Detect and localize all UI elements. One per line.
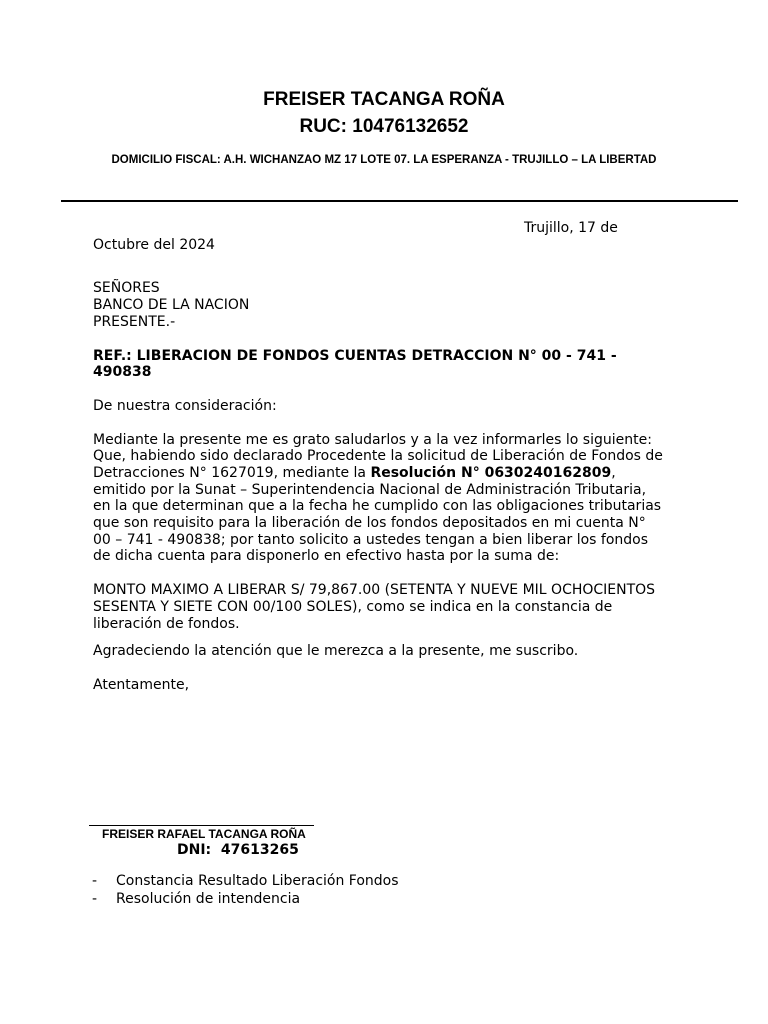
amount-line: MONTO MAXIMO A LIBERAR S/ 79,867.00 (SETENTA Y NUEVE MIL OCHOCIENTOS (93, 582, 656, 598)
header-divider (61, 200, 738, 202)
attachment-label: Constancia Resultado Liberación Fondos (116, 873, 399, 889)
recipient-line: PRESENTE.- (93, 314, 176, 330)
body-line: 00 – 741 - 490838; por tanto solicito a ustedes tengan a bien liberar los fondos (93, 532, 649, 548)
body-text: , (611, 465, 616, 481)
closing: Atentamente, (93, 677, 190, 693)
bullet: - (92, 891, 98, 907)
body-line: en la que determinan que a la fecha he cumplido con las obligaciones tributarias (93, 498, 662, 514)
signer-name: FREISER RAFAEL TACANGA ROÑA (102, 827, 306, 841)
thanks-line: Agradeciendo la atención que le merezca a la presente, me suscribo. (93, 643, 579, 659)
body-line: Que, habiendo sido declarado Procedente la solicitud de Liberación de Fondos de (93, 448, 663, 464)
body-line: que son requisito para la liberación de los fondos depositados en mi cuenta N° (93, 515, 646, 531)
amount-line: SESENTA Y SIETE CON 00/100 SOLES), como se indica en la constancia de (93, 599, 613, 615)
recipient-line: SEÑORES (93, 280, 160, 296)
greeting: De nuestra consideración: (93, 398, 277, 414)
date-line-2: Octubre del 2024 (93, 237, 215, 253)
attachment-label: Resolución de intendencia (116, 891, 301, 907)
attachment-item (92, 891, 300, 907)
reference-line: REF.: LIBERACION DE FONDOS CUENTAS DETRACCION N° 00 - 741 - (93, 348, 617, 364)
body-line: emitido por la Sunat – Superintendencia Nacional de Administración Tributaria, (93, 482, 647, 498)
sender-address: DOMICILIO FISCAL: A.H. WICHANZAO MZ 17 LOTE 07. LA ESPERANZA - TRUJILLO – LA LIBERTAD (111, 154, 657, 166)
sender-name: FREISER TACANGA ROÑA (263, 89, 505, 110)
attachment-item (92, 873, 399, 889)
reference-line: 490838 (93, 364, 152, 380)
body-line (93, 465, 616, 482)
signature-line (89, 825, 314, 826)
sender-ruc: RUC: 10476132652 (299, 116, 469, 137)
body-text: Detracciones N° 1627019, mediante la (93, 465, 371, 481)
body-line: de dicha cuenta para disponerlo en efectivo hasta por la suma de: (93, 548, 560, 564)
recipient-line: BANCO DE LA NACION (93, 297, 250, 313)
resolution-number: Resolución N° 0630240162809 (370, 465, 612, 481)
bullet: - (92, 873, 98, 889)
date-line-1: Trujillo, 17 de (524, 220, 618, 236)
signer-dni: DNI: 47613265 (177, 842, 299, 858)
body-line: Mediante la presente me es grato saludarlos y a la vez informarles lo siguiente: (93, 432, 652, 448)
amount-line: liberación de fondos. (93, 616, 240, 632)
